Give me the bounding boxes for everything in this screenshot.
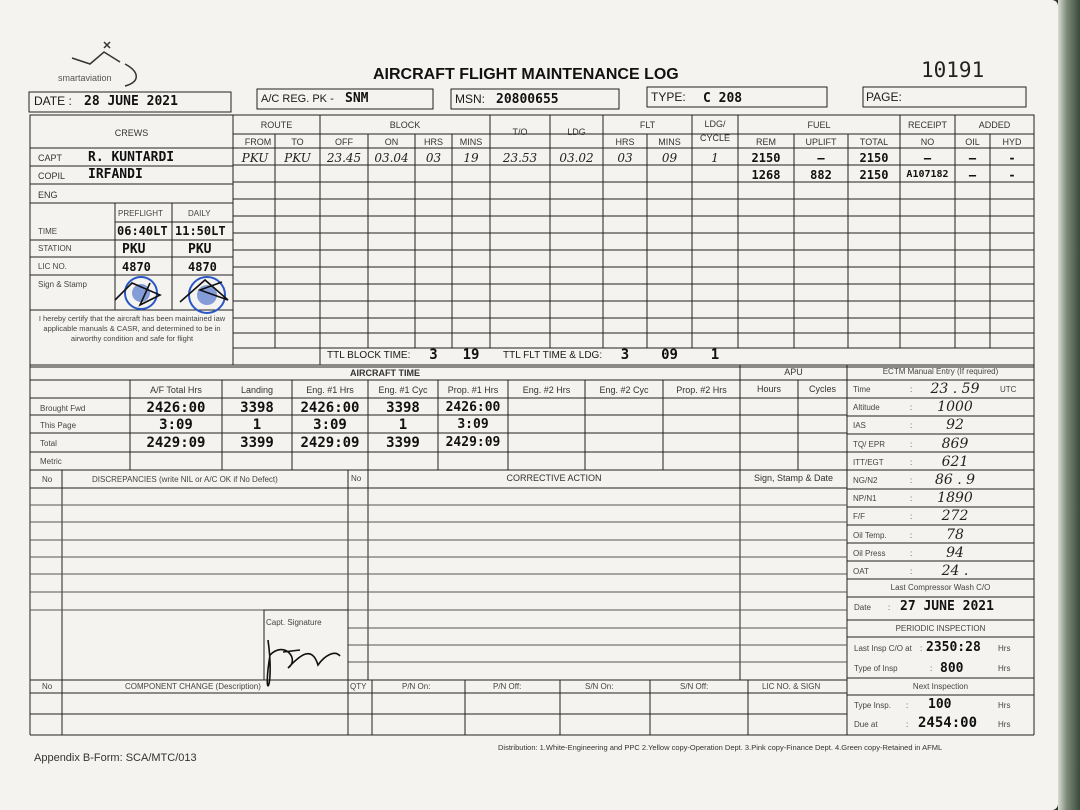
due-at-colon: : (906, 720, 909, 729)
fuel1-uplift: – (817, 151, 825, 165)
fuel1-oil: – (968, 151, 977, 165)
ectm-value: 86 . 9 (934, 472, 976, 488)
ectm-label: TQ/ EPR (853, 439, 886, 449)
capt-signature-label: Capt. Signature (266, 618, 322, 627)
type-insp-label: Type of Insp (854, 664, 898, 673)
last-insp-value: 2350:28 (926, 640, 981, 655)
brought-fwd-landing: 3398 (240, 400, 274, 416)
next-type-value: 100 (928, 697, 952, 712)
type-insp-hrs: Hrs (998, 664, 1011, 673)
time-label: TIME (38, 227, 58, 236)
on-heading: ON (384, 137, 399, 147)
preflight-station: PKU (122, 242, 146, 257)
corr-no-heading: No (351, 474, 362, 483)
sign-stamp-date-heading: Sign, Stamp & Date (753, 473, 834, 483)
mins-heading: MINS (459, 137, 483, 147)
this-page-prop1: 3:09 (457, 417, 489, 432)
ectm-colon: : (910, 512, 913, 522)
next-type-colon: : (906, 701, 909, 710)
brand-logo: smartaviation (58, 73, 112, 83)
this-page-landing: 1 (252, 417, 262, 433)
type-label: TYPE: (651, 90, 686, 104)
route-heading: ROUTE (260, 120, 293, 130)
apu-heading: APU (784, 367, 803, 377)
msn-label: MSN: (455, 92, 485, 106)
form-title: AIRCRAFT FLIGHT MAINTENANCE LOG (373, 66, 679, 83)
capt-label: CAPT (38, 153, 63, 163)
row1-hrs: 03 (425, 151, 442, 165)
total-eng1cyc: 3399 (386, 435, 420, 451)
col-eng1-hrs: Eng. #1 Hrs (306, 385, 354, 395)
brought-fwd-eng1hrs: 2426:00 (300, 400, 360, 416)
date-value: 28 JUNE 2021 (84, 94, 178, 109)
ectm-colon: : (910, 548, 913, 558)
preflight-label: PREFLIGHT (118, 209, 163, 218)
receipt-heading: RECEIPT (907, 120, 947, 130)
rem-heading: REM (756, 137, 776, 147)
daily-lic: 4870 (188, 260, 217, 274)
row1-flt-hrs: 03 (617, 151, 633, 165)
pn-on-heading: P/N On: (402, 682, 431, 691)
ectm-label: NG/N2 (853, 476, 878, 485)
ectm-heading: ECTM Manual Entry (If required) (882, 367, 999, 376)
ac-reg-label: A/C REG. PK - (261, 93, 334, 105)
due-at-hrs: Hrs (998, 720, 1011, 729)
ectm-value: 1890 (937, 490, 973, 507)
ectm-label: Altitude (853, 403, 880, 413)
appendix-form: Appendix B-Form: SCA/MTC/013 (34, 752, 197, 764)
aircraft-time-heading: AIRCRAFT TIME (350, 368, 420, 378)
ttl-flt-mins: 09 (661, 347, 678, 363)
ttl-block-mins: 19 (462, 347, 480, 363)
ectm-unit: UTC (1000, 385, 1017, 394)
ttl-ldg: 1 (710, 347, 720, 363)
total-landing: 3399 (240, 435, 274, 451)
row1-landing: 03.02 (559, 151, 594, 165)
discrepancies-heading: DISCREPANCIES (write NIL or A/C OK if No Defect) (92, 475, 278, 484)
type-value: C 208 (703, 91, 743, 106)
ectm-label: IAS (853, 421, 866, 431)
this-page-af: 3:09 (159, 417, 193, 433)
total-heading: TOTAL (859, 137, 889, 147)
fuel2-uplift: 882 (810, 168, 832, 182)
sn-off-heading: S/N Off: (680, 682, 709, 691)
type-insp-value: 800 (940, 661, 964, 676)
block-heading: BLOCK (389, 120, 421, 130)
col-prop2-hrs: Prop. #2 Hrs (676, 385, 727, 395)
page-label: PAGE: (866, 90, 902, 104)
brought-fwd-prop1: 2426:00 (445, 400, 501, 415)
corrective-action-heading: CORRECTIVE ACTION (506, 473, 602, 483)
daily-station: PKU (188, 242, 212, 257)
distribution-note: Distribution: 1.White-Engineering and PPC 2.Yellow copy-Operation Dept. 3.Pink copy-Finance Dept. 4.Green copy-Retained in AFML (498, 743, 943, 752)
brought-fwd-eng1cyc: 3398 (386, 400, 420, 416)
copil-value: IRFANDI (88, 167, 143, 182)
sn-on-heading: S/N On: (585, 682, 614, 691)
col-eng1-cyc: Eng. #1 Cyc (378, 385, 428, 395)
hyd-heading: HYD (1002, 137, 1022, 147)
ectm-value: 24 . (941, 563, 969, 579)
fuel1-receipt: – (923, 151, 932, 165)
preflight-lic: 4870 (122, 260, 151, 274)
ectm-value: 78 (946, 526, 964, 543)
component-change-heading: COMPONENT CHANGE (Description) (125, 682, 261, 691)
ectm-colon: : (910, 421, 913, 431)
due-at-label: Due at (854, 720, 878, 729)
last-insp-colon: : (920, 644, 923, 653)
flt-mins-heading: MINS (658, 137, 681, 147)
ectm-colon: : (910, 457, 913, 467)
copil-label: COPIL (38, 171, 66, 181)
row1-cycle: 1 (711, 151, 719, 165)
crews-heading: CREWS (114, 128, 149, 138)
certification-text: I hereby certify that the aircraft has been maintained iaw applicable manuals & CASR, and determined to be in airworthy condition and safe for flight (38, 314, 226, 343)
fuel2-total: 2150 (859, 168, 889, 182)
apu-cycles-heading: Cycles (808, 384, 836, 394)
fuel2-rem: 1268 (751, 168, 781, 182)
from-heading: FROM (244, 137, 272, 147)
ectm-label: OAT (853, 567, 869, 576)
row-total-label: Total (40, 439, 57, 448)
col-eng2-cyc: Eng. #2 Cyc (599, 385, 649, 395)
fuel2-oil: – (968, 168, 977, 182)
compressor-wash-heading: Last Compressor Wash C/O (890, 583, 991, 592)
fuel2-hyd: - (1008, 168, 1016, 182)
total-af: 2429:09 (146, 435, 206, 451)
ttl-flt-hrs: 3 (620, 347, 630, 363)
row1-flt-mins: 09 (661, 151, 678, 165)
ac-reg-value: SNM (345, 91, 369, 106)
row1-on: 03.04 (374, 151, 409, 165)
ectm-value: 621 (941, 453, 969, 470)
row1-from: PKU (241, 151, 269, 165)
ttl-block-hrs: 3 (429, 347, 438, 363)
last-insp-hrs: Hrs (998, 644, 1011, 653)
this-page-eng1cyc: 1 (398, 417, 408, 433)
sign-stamp-label: Sign & Stamp (38, 280, 87, 289)
ectm-value: 23 . 59 (930, 381, 980, 397)
type-insp-colon: : (930, 664, 933, 673)
fuel-heading: FUEL (807, 120, 831, 130)
to-heading: TO (291, 137, 304, 147)
flt-hrs-heading: HRS (615, 137, 635, 147)
ttl-block-label: TTL BLOCK TIME: (327, 350, 411, 361)
serial-number: 10191 (921, 58, 985, 82)
ectm-label: Oil Press (853, 548, 886, 558)
daily-label: DAILY (188, 209, 211, 218)
receipt-no-heading: NO (920, 137, 935, 147)
periodic-heading: PERIODIC INSPECTION (895, 624, 986, 633)
ectm-colon: : (910, 567, 913, 576)
ectm-colon: : (910, 403, 913, 413)
disc-no-heading: No (42, 475, 53, 484)
flt-heading: FLT (639, 120, 656, 130)
ectm-colon: : (910, 476, 913, 485)
ldg-heading: LDG (567, 127, 586, 137)
ectm-label: NP/N1 (853, 494, 877, 504)
uplift-heading: UPLIFT (805, 137, 837, 147)
ectm-colon: : (910, 439, 913, 449)
off-heading: OFF (335, 137, 353, 147)
compressor-date-colon: : (888, 603, 891, 612)
lic-label: LIC NO. (38, 262, 67, 271)
fuel2-receipt: A107182 (906, 169, 949, 180)
row1-mins: 19 (463, 151, 479, 165)
ectm-label: ITT/EGT (853, 457, 884, 467)
ectm-colon: : (910, 530, 913, 540)
hrs-heading: HRS (423, 137, 443, 147)
brought-fwd-af: 2426:00 (146, 400, 206, 416)
capt-value: R. KUNTARDI (88, 150, 175, 165)
due-at-value: 2454:00 (918, 715, 978, 731)
pn-off-heading: P/N Off: (493, 682, 522, 691)
takeoff-heading: T/O (512, 127, 528, 137)
this-page-eng1hrs: 3:09 (313, 417, 347, 433)
comp-no-heading: No (42, 682, 53, 691)
next-type-hrs: Hrs (998, 701, 1011, 710)
total-prop1: 2429:09 (445, 435, 501, 450)
ectm-value: 869 (941, 435, 969, 452)
next-insp-heading: Next Inspection (912, 682, 969, 691)
ectm-label: Oil Temp. (853, 530, 887, 540)
compressor-date-label: Date (854, 603, 871, 612)
ectm-colon: : (910, 385, 913, 394)
col-prop1-hrs: Prop. #1 Hrs (447, 385, 499, 395)
eng-label: ENG (38, 190, 58, 200)
row-metric-label: Metric (40, 457, 62, 466)
ectm-value: 1000 (937, 399, 973, 416)
cycle-heading: CYCLE (699, 133, 730, 143)
ectm-value: 272 (941, 508, 969, 525)
qty-heading: QTY (350, 682, 367, 691)
apu-hours-heading: Hours (756, 384, 781, 394)
oil-heading: OIL (965, 137, 980, 147)
row-brought-fwd-label: Brought Fwd (40, 404, 86, 413)
row1-to: PKU (284, 151, 311, 165)
fuel1-rem: 2150 (751, 151, 781, 165)
last-insp-label: Last Insp C/O at (854, 644, 912, 653)
lic-sign-heading: LIC NO. & SIGN (762, 682, 821, 691)
daily-time: 11:50LT (175, 224, 226, 238)
date-label: DATE : (34, 94, 72, 108)
ectm-value: 94 (946, 544, 964, 561)
fuel1-total: 2150 (859, 151, 889, 165)
fuel1-hyd: - (1008, 151, 1016, 165)
total-eng1hrs: 2429:09 (300, 435, 360, 451)
ectm-label: F/F (853, 512, 865, 522)
compressor-date-value: 27 JUNE 2021 (900, 599, 994, 614)
row1-takeoff: 23.53 (502, 151, 538, 165)
ttl-flt-label: TTL FLT TIME & LDG: (503, 350, 603, 361)
preflight-time: 06:40LT (117, 224, 168, 238)
row1-off: 23.45 (326, 151, 362, 165)
row-this-page-label: This Page (40, 421, 77, 430)
col-eng2-hrs: Eng. #2 Hrs (522, 385, 571, 395)
ectm-value: 92 (946, 417, 964, 434)
col-landing: Landing (240, 385, 274, 395)
ectm-label: Time (853, 385, 871, 394)
ectm-colon: : (910, 494, 913, 504)
col-af-total: A/F Total Hrs (150, 385, 202, 395)
ldg-cycle-heading: LDG/ (704, 119, 726, 129)
next-type-label: Type Insp. (854, 701, 891, 710)
station-label: STATION (38, 244, 72, 253)
msn-value: 20800655 (496, 92, 559, 107)
added-heading: ADDED (978, 120, 1011, 130)
